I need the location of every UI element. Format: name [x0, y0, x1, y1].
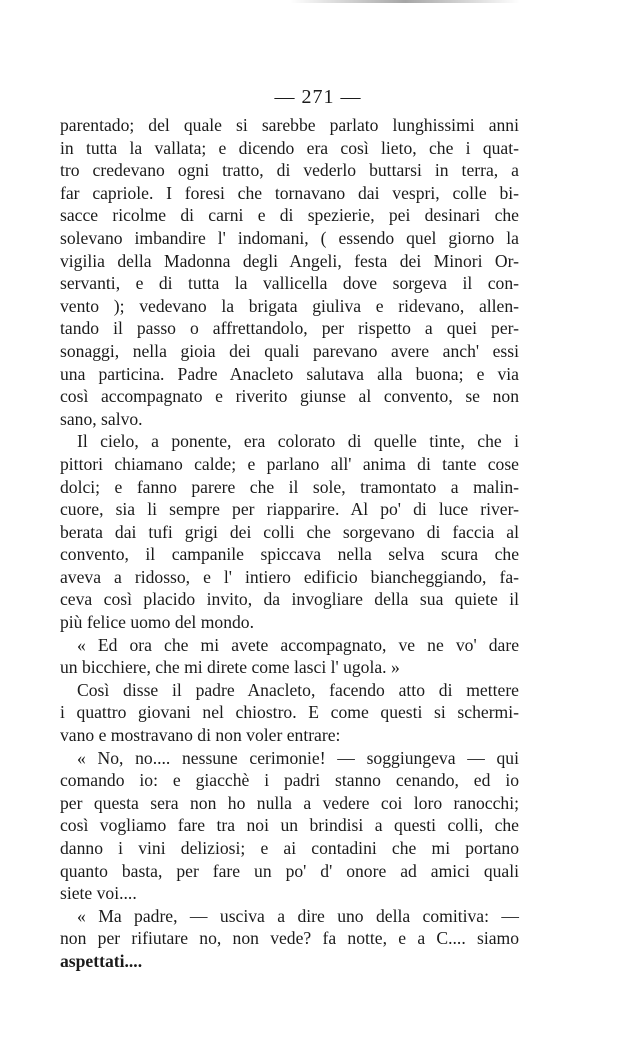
paragraph-end-line: sano, salvo.: [60, 408, 143, 429]
final-line: aspettati....: [60, 950, 143, 971]
text-line: i quattro giovani nel chiostro. E come questi si schermi-: [60, 702, 519, 723]
text-line: per questa sera non ho nulla a vedere coi loro ranocchi;: [60, 792, 519, 813]
paragraph-end-line: siete voi....: [60, 883, 137, 904]
text-line: parentado; del quale si sarebbe parlato lunghissimi anni: [60, 115, 519, 135]
paragraph-start-line: Il cielo, a ponente, era colorato di quelle tinte, che i: [77, 431, 519, 452]
body-text: [60, 114, 519, 973]
paragraph-start-line: « Ed ora che mi avete accompagnato, ve ne vo' dare: [77, 634, 519, 655]
paragraph-end-line: vano e mostravano di non voler entrare:: [60, 725, 341, 746]
paragraph-end-line: più felice uomo del mondo.: [60, 612, 254, 633]
text-line: solevano imbandire l' indomani, ( essendo quel giorno la: [60, 227, 519, 248]
text-line: convento, il campanile spiccava nella selva scura che: [60, 544, 519, 565]
text-line: cuore, sia li sempre per riapparire. Al po' di luce river-: [60, 499, 519, 520]
text-line: tro credevano ogni tratto, di vederlo buttarsi in terra, a: [60, 160, 519, 181]
scan-edge-shadow: [290, 0, 520, 3]
paragraph-start-line: « Ma padre, — usciva a dire uno della comitiva: —: [77, 905, 519, 926]
text-line: così vogliamo fare tra noi un brindisi a questi colli, che: [60, 815, 519, 836]
text-line: sonaggi, nella gioia dei quali parevano avere anch' essi: [60, 340, 519, 361]
text-line: vento ); vedevano la brigata giuliva e ridevano, allen-: [60, 295, 519, 316]
paragraph-start-line: Così disse il padre Anacleto, facendo atto di mettere: [77, 679, 519, 700]
text-line: sacce ricolme di carni e di spezierie, pei desinari che: [60, 205, 519, 226]
paragraph-start-line: « No, no.... nessune cerimonie! — soggiungeva — qui: [77, 747, 519, 768]
text-line: far capriole. I foresi che tornavano dai vespri, colle bi-: [60, 182, 519, 203]
text-line: una particina. Padre Anacleto salutava alla buona; e via: [60, 363, 519, 384]
paragraph-end-line: un bicchiere, che mi direte come lasci l' ugola. »: [60, 657, 400, 678]
text-line: berata dai tufi grigi dei colli che sorgevano di faccia al: [60, 521, 519, 542]
text-line: pittori chiamano calde; e parlano all' anima di tante cose: [60, 453, 519, 474]
text-line: ceva così placido invito, da invogliare della sua quiete il: [60, 589, 519, 610]
text-line: vigilia della Madonna degli Angeli, festa dei Minori Or-: [60, 250, 519, 271]
text-line: in tutta la vallata; e dicendo era così lieto, che i quat-: [60, 137, 519, 158]
text-line: aveva a ridosso, e l' intiero edificio biancheggiando, fa-: [60, 566, 519, 587]
text-line: dolci; e fanno parere che il sole, tramontato a malin-: [60, 476, 519, 497]
text-line: non per rifiutare no, non vede? fa notte, e a C.... siamo: [60, 928, 519, 949]
page-number: — 271 —: [274, 86, 362, 108]
text-line: danno i vini deliziosi; e ai contadini che mi portano: [60, 838, 519, 858]
text-line: comando io: e giacchè i padri stanno cenando, ed io: [60, 770, 519, 791]
text-line: quanto basta, per fare un po' d' onore ad amici quali: [60, 860, 519, 881]
text-line: servanti, e di tutta la vallicella dove sorgeva il con-: [60, 273, 519, 294]
text-line: così accompagnato e riverito giunse al convento, se non: [60, 386, 519, 407]
text-line: tando il passo o affrettandolo, per rispetto a quei per-: [60, 318, 519, 339]
